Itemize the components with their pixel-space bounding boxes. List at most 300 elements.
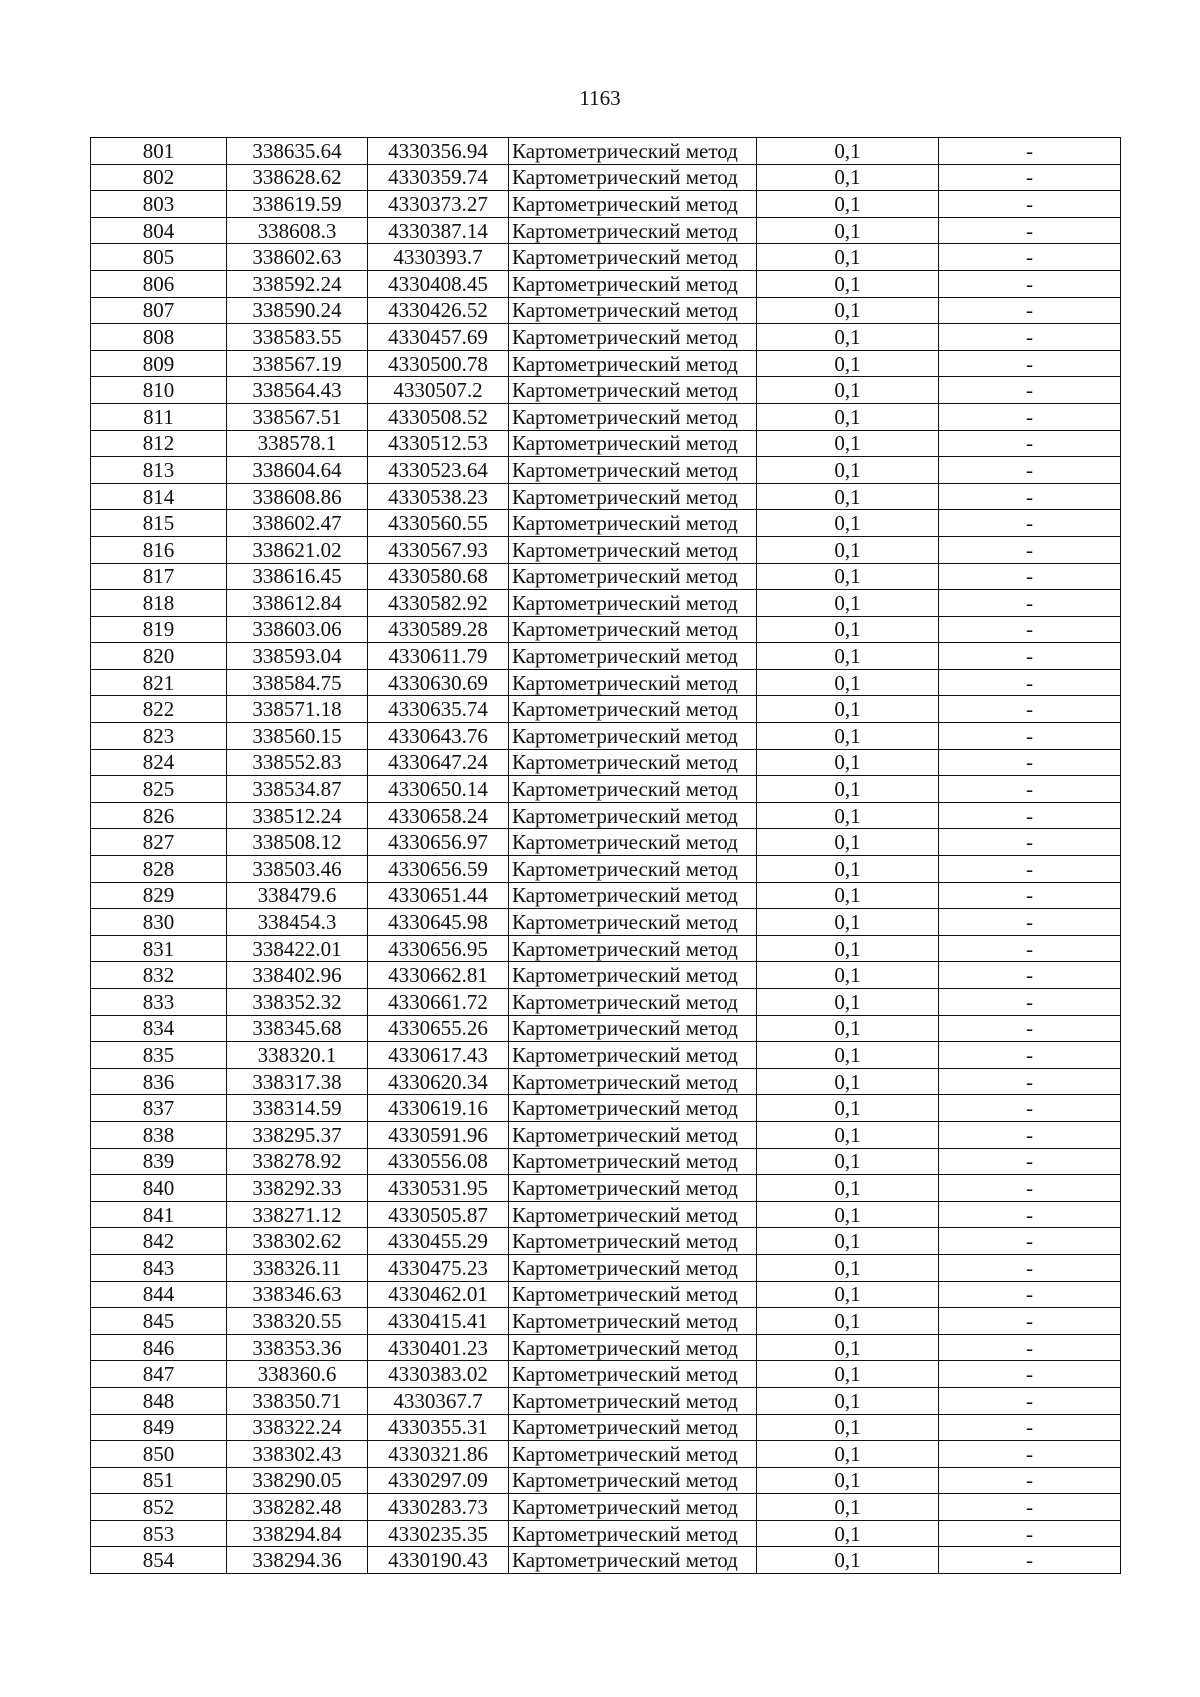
note-cell: - [939, 1281, 1121, 1308]
accuracy-cell: 0,1 [757, 1494, 939, 1521]
y-coordinate-cell: 4330643.76 [368, 723, 509, 750]
note-cell: - [939, 1121, 1121, 1148]
y-coordinate-cell: 4330355.31 [368, 1414, 509, 1441]
x-coordinate-cell: 338602.47 [227, 510, 368, 537]
accuracy-cell: 0,1 [757, 483, 939, 510]
accuracy-cell: 0,1 [757, 829, 939, 856]
point-number-cell: 851 [91, 1467, 227, 1494]
note-cell: - [939, 510, 1121, 537]
method-cell: Картометрический метод [509, 1308, 757, 1335]
method-cell: Картометрический метод [509, 1414, 757, 1441]
table-row [91, 882, 1121, 909]
y-coordinate-cell: 4330611.79 [368, 643, 509, 670]
x-coordinate-cell: 338402.96 [227, 962, 368, 989]
method-cell: Картометрический метод [509, 1042, 757, 1069]
note-cell: - [939, 1441, 1121, 1468]
note-cell: - [939, 1254, 1121, 1281]
table-row [91, 1361, 1121, 1388]
accuracy-cell: 0,1 [757, 882, 939, 909]
x-coordinate-cell: 338628.62 [227, 164, 368, 191]
x-coordinate-cell: 338534.87 [227, 776, 368, 803]
x-coordinate-cell: 338422.01 [227, 935, 368, 962]
x-coordinate-cell: 338326.11 [227, 1254, 368, 1281]
table-row [91, 1334, 1121, 1361]
method-cell: Картометрический метод [509, 563, 757, 590]
x-coordinate-cell: 338353.36 [227, 1334, 368, 1361]
accuracy-cell: 0,1 [757, 1095, 939, 1122]
x-coordinate-cell: 338360.6 [227, 1361, 368, 1388]
y-coordinate-cell: 4330567.93 [368, 536, 509, 563]
note-cell: - [939, 244, 1121, 271]
accuracy-cell: 0,1 [757, 1201, 939, 1228]
table-row [91, 696, 1121, 723]
point-number-cell: 837 [91, 1095, 227, 1122]
y-coordinate-cell: 4330531.95 [368, 1175, 509, 1202]
note-cell: - [939, 1228, 1121, 1255]
point-number-cell: 816 [91, 536, 227, 563]
y-coordinate-cell: 4330523.64 [368, 457, 509, 484]
table-row [91, 1042, 1121, 1069]
y-coordinate-cell: 4330560.55 [368, 510, 509, 537]
note-cell: - [939, 350, 1121, 377]
accuracy-cell: 0,1 [757, 749, 939, 776]
point-number-cell: 806 [91, 270, 227, 297]
accuracy-cell: 0,1 [757, 1042, 939, 1069]
point-number-cell: 822 [91, 696, 227, 723]
table-row [91, 1441, 1121, 1468]
note-cell: - [939, 1068, 1121, 1095]
note-cell: - [939, 669, 1121, 696]
y-coordinate-cell: 4330359.74 [368, 164, 509, 191]
table-row [91, 244, 1121, 271]
point-number-cell: 831 [91, 935, 227, 962]
y-coordinate-cell: 4330475.23 [368, 1254, 509, 1281]
method-cell: Картометрический метод [509, 723, 757, 750]
table-row [91, 802, 1121, 829]
point-number-cell: 828 [91, 856, 227, 883]
method-cell: Картометрический метод [509, 1175, 757, 1202]
table-row [91, 483, 1121, 510]
method-cell: Картометрический метод [509, 1441, 757, 1468]
accuracy-cell: 0,1 [757, 696, 939, 723]
x-coordinate-cell: 338560.15 [227, 723, 368, 750]
accuracy-cell: 0,1 [757, 1387, 939, 1414]
coordinates-table-body [91, 138, 1121, 1574]
y-coordinate-cell: 4330462.01 [368, 1281, 509, 1308]
x-coordinate-cell: 338603.06 [227, 616, 368, 643]
note-cell: - [939, 377, 1121, 404]
x-coordinate-cell: 338290.05 [227, 1467, 368, 1494]
x-coordinate-cell: 338278.92 [227, 1148, 368, 1175]
accuracy-cell: 0,1 [757, 616, 939, 643]
table-row [91, 1201, 1121, 1228]
x-coordinate-cell: 338619.59 [227, 191, 368, 218]
y-coordinate-cell: 4330656.59 [368, 856, 509, 883]
method-cell: Картометрический метод [509, 616, 757, 643]
x-coordinate-cell: 338314.59 [227, 1095, 368, 1122]
accuracy-cell: 0,1 [757, 643, 939, 670]
x-coordinate-cell: 338584.75 [227, 669, 368, 696]
method-cell: Картометрический метод [509, 350, 757, 377]
method-cell: Картометрический метод [509, 430, 757, 457]
point-number-cell: 829 [91, 882, 227, 909]
note-cell: - [939, 1042, 1121, 1069]
y-coordinate-cell: 4330297.09 [368, 1467, 509, 1494]
point-number-cell: 823 [91, 723, 227, 750]
accuracy-cell: 0,1 [757, 403, 939, 430]
y-coordinate-cell: 4330500.78 [368, 350, 509, 377]
y-coordinate-cell: 4330387.14 [368, 217, 509, 244]
accuracy-cell: 0,1 [757, 350, 939, 377]
method-cell: Картометрический метод [509, 1148, 757, 1175]
x-coordinate-cell: 338564.43 [227, 377, 368, 404]
accuracy-cell: 0,1 [757, 1334, 939, 1361]
note-cell: - [939, 723, 1121, 750]
x-coordinate-cell: 338282.48 [227, 1494, 368, 1521]
point-number-cell: 803 [91, 191, 227, 218]
y-coordinate-cell: 4330505.87 [368, 1201, 509, 1228]
y-coordinate-cell: 4330321.86 [368, 1441, 509, 1468]
method-cell: Картометрический метод [509, 989, 757, 1016]
point-number-cell: 847 [91, 1361, 227, 1388]
method-cell: Картометрический метод [509, 297, 757, 324]
note-cell: - [939, 856, 1121, 883]
method-cell: Картометрический метод [509, 191, 757, 218]
accuracy-cell: 0,1 [757, 1441, 939, 1468]
method-cell: Картометрический метод [509, 1121, 757, 1148]
accuracy-cell: 0,1 [757, 935, 939, 962]
table-row [91, 1547, 1121, 1574]
y-coordinate-cell: 4330619.16 [368, 1095, 509, 1122]
y-coordinate-cell: 4330582.92 [368, 590, 509, 617]
note-cell: - [939, 403, 1121, 430]
method-cell: Картометрический метод [509, 483, 757, 510]
point-number-cell: 836 [91, 1068, 227, 1095]
accuracy-cell: 0,1 [757, 1175, 939, 1202]
y-coordinate-cell: 4330635.74 [368, 696, 509, 723]
x-coordinate-cell: 338271.12 [227, 1201, 368, 1228]
point-number-cell: 815 [91, 510, 227, 537]
y-coordinate-cell: 4330661.72 [368, 989, 509, 1016]
note-cell: - [939, 962, 1121, 989]
method-cell: Картометрический метод [509, 1547, 757, 1574]
y-coordinate-cell: 4330591.96 [368, 1121, 509, 1148]
y-coordinate-cell: 4330580.68 [368, 563, 509, 590]
point-number-cell: 817 [91, 563, 227, 590]
y-coordinate-cell: 4330457.69 [368, 324, 509, 351]
point-number-cell: 844 [91, 1281, 227, 1308]
table-row [91, 1068, 1121, 1095]
x-coordinate-cell: 338567.19 [227, 350, 368, 377]
accuracy-cell: 0,1 [757, 1148, 939, 1175]
note-cell: - [939, 776, 1121, 803]
accuracy-cell: 0,1 [757, 1547, 939, 1574]
accuracy-cell: 0,1 [757, 909, 939, 936]
note-cell: - [939, 270, 1121, 297]
method-cell: Картометрический метод [509, 1068, 757, 1095]
x-coordinate-cell: 338350.71 [227, 1387, 368, 1414]
y-coordinate-cell: 4330426.52 [368, 297, 509, 324]
x-coordinate-cell: 338317.38 [227, 1068, 368, 1095]
note-cell: - [939, 1547, 1121, 1574]
x-coordinate-cell: 338345.68 [227, 1015, 368, 1042]
point-number-cell: 838 [91, 1121, 227, 1148]
x-coordinate-cell: 338352.32 [227, 989, 368, 1016]
table-row [91, 297, 1121, 324]
x-coordinate-cell: 338602.63 [227, 244, 368, 271]
y-coordinate-cell: 4330658.24 [368, 802, 509, 829]
y-coordinate-cell: 4330401.23 [368, 1334, 509, 1361]
note-cell: - [939, 829, 1121, 856]
method-cell: Картометрический метод [509, 935, 757, 962]
note-cell: - [939, 536, 1121, 563]
point-number-cell: 807 [91, 297, 227, 324]
table-row [91, 1520, 1121, 1547]
accuracy-cell: 0,1 [757, 1254, 939, 1281]
x-coordinate-cell: 338294.84 [227, 1520, 368, 1547]
x-coordinate-cell: 338302.62 [227, 1228, 368, 1255]
method-cell: Картометрический метод [509, 1015, 757, 1042]
note-cell: - [939, 1467, 1121, 1494]
table-row [91, 776, 1121, 803]
y-coordinate-cell: 4330508.52 [368, 403, 509, 430]
y-coordinate-cell: 4330645.98 [368, 909, 509, 936]
method-cell: Картометрический метод [509, 1334, 757, 1361]
table-row [91, 1414, 1121, 1441]
y-coordinate-cell: 4330655.26 [368, 1015, 509, 1042]
x-coordinate-cell: 338292.33 [227, 1175, 368, 1202]
table-row [91, 1281, 1121, 1308]
accuracy-cell: 0,1 [757, 430, 939, 457]
method-cell: Картометрический метод [509, 1281, 757, 1308]
table-row [91, 510, 1121, 537]
method-cell: Картометрический метод [509, 962, 757, 989]
note-cell: - [939, 1414, 1121, 1441]
x-coordinate-cell: 338593.04 [227, 643, 368, 670]
accuracy-cell: 0,1 [757, 138, 939, 165]
y-coordinate-cell: 4330507.2 [368, 377, 509, 404]
table-row [91, 324, 1121, 351]
point-number-cell: 835 [91, 1042, 227, 1069]
table-row [91, 989, 1121, 1016]
table-row [91, 962, 1121, 989]
table-row [91, 1308, 1121, 1335]
accuracy-cell: 0,1 [757, 1015, 939, 1042]
y-coordinate-cell: 4330415.41 [368, 1308, 509, 1335]
table-row [91, 164, 1121, 191]
x-coordinate-cell: 338552.83 [227, 749, 368, 776]
point-number-cell: 852 [91, 1494, 227, 1521]
method-cell: Картометрический метод [509, 1387, 757, 1414]
y-coordinate-cell: 4330512.53 [368, 430, 509, 457]
table-row [91, 270, 1121, 297]
point-number-cell: 812 [91, 430, 227, 457]
y-coordinate-cell: 4330556.08 [368, 1148, 509, 1175]
table-row [91, 590, 1121, 617]
point-number-cell: 814 [91, 483, 227, 510]
y-coordinate-cell: 4330656.97 [368, 829, 509, 856]
method-cell: Картометрический метод [509, 164, 757, 191]
table-row [91, 536, 1121, 563]
y-coordinate-cell: 4330356.94 [368, 138, 509, 165]
point-number-cell: 833 [91, 989, 227, 1016]
note-cell: - [939, 1095, 1121, 1122]
method-cell: Картометрический метод [509, 1467, 757, 1494]
x-coordinate-cell: 338604.64 [227, 457, 368, 484]
note-cell: - [939, 324, 1121, 351]
y-coordinate-cell: 4330647.24 [368, 749, 509, 776]
accuracy-cell: 0,1 [757, 1414, 939, 1441]
accuracy-cell: 0,1 [757, 1068, 939, 1095]
table-row [91, 1015, 1121, 1042]
x-coordinate-cell: 338592.24 [227, 270, 368, 297]
method-cell: Картометрический метод [509, 270, 757, 297]
y-coordinate-cell: 4330373.27 [368, 191, 509, 218]
point-number-cell: 845 [91, 1308, 227, 1335]
note-cell: - [939, 1520, 1121, 1547]
note-cell: - [939, 563, 1121, 590]
table-row [91, 138, 1121, 165]
note-cell: - [939, 802, 1121, 829]
table-row [91, 563, 1121, 590]
y-coordinate-cell: 4330651.44 [368, 882, 509, 909]
note-cell: - [939, 1361, 1121, 1388]
x-coordinate-cell: 338508.12 [227, 829, 368, 856]
method-cell: Картометрический метод [509, 590, 757, 617]
point-number-cell: 820 [91, 643, 227, 670]
method-cell: Картометрический метод [509, 829, 757, 856]
point-number-cell: 839 [91, 1148, 227, 1175]
accuracy-cell: 0,1 [757, 776, 939, 803]
table-row [91, 377, 1121, 404]
note-cell: - [939, 696, 1121, 723]
method-cell: Картометрический метод [509, 1228, 757, 1255]
note-cell: - [939, 989, 1121, 1016]
table-row [91, 1228, 1121, 1255]
table-row [91, 403, 1121, 430]
note-cell: - [939, 164, 1121, 191]
method-cell: Картометрический метод [509, 1254, 757, 1281]
table-row [91, 1121, 1121, 1148]
accuracy-cell: 0,1 [757, 590, 939, 617]
y-coordinate-cell: 4330650.14 [368, 776, 509, 803]
accuracy-cell: 0,1 [757, 457, 939, 484]
accuracy-cell: 0,1 [757, 217, 939, 244]
x-coordinate-cell: 338578.1 [227, 430, 368, 457]
y-coordinate-cell: 4330393.7 [368, 244, 509, 271]
x-coordinate-cell: 338635.64 [227, 138, 368, 165]
x-coordinate-cell: 338512.24 [227, 802, 368, 829]
accuracy-cell: 0,1 [757, 377, 939, 404]
y-coordinate-cell: 4330620.34 [368, 1068, 509, 1095]
note-cell: - [939, 483, 1121, 510]
point-number-cell: 832 [91, 962, 227, 989]
point-number-cell: 805 [91, 244, 227, 271]
note-cell: - [939, 882, 1121, 909]
method-cell: Картометрический метод [509, 244, 757, 271]
method-cell: Картометрический метод [509, 1494, 757, 1521]
note-cell: - [939, 457, 1121, 484]
table-row [91, 829, 1121, 856]
y-coordinate-cell: 4330235.35 [368, 1520, 509, 1547]
accuracy-cell: 0,1 [757, 164, 939, 191]
accuracy-cell: 0,1 [757, 510, 939, 537]
x-coordinate-cell: 338302.43 [227, 1441, 368, 1468]
table-row [91, 723, 1121, 750]
x-coordinate-cell: 338322.24 [227, 1414, 368, 1441]
note-cell: - [939, 138, 1121, 165]
point-number-cell: 809 [91, 350, 227, 377]
y-coordinate-cell: 4330383.02 [368, 1361, 509, 1388]
table-row [91, 1467, 1121, 1494]
point-number-cell: 813 [91, 457, 227, 484]
table-row [91, 1148, 1121, 1175]
accuracy-cell: 0,1 [757, 1361, 939, 1388]
method-cell: Картометрический метод [509, 1095, 757, 1122]
accuracy-cell: 0,1 [757, 962, 939, 989]
x-coordinate-cell: 338590.24 [227, 297, 368, 324]
note-cell: - [939, 643, 1121, 670]
method-cell: Картометрический метод [509, 324, 757, 351]
table-row [91, 430, 1121, 457]
table-row [91, 1494, 1121, 1521]
accuracy-cell: 0,1 [757, 324, 939, 351]
table-row [91, 1175, 1121, 1202]
method-cell: Картометрический метод [509, 856, 757, 883]
note-cell: - [939, 590, 1121, 617]
x-coordinate-cell: 338616.45 [227, 563, 368, 590]
point-number-cell: 827 [91, 829, 227, 856]
table-row [91, 217, 1121, 244]
x-coordinate-cell: 338294.36 [227, 1547, 368, 1574]
method-cell: Картометрический метод [509, 457, 757, 484]
y-coordinate-cell: 4330190.43 [368, 1547, 509, 1574]
accuracy-cell: 0,1 [757, 856, 939, 883]
accuracy-cell: 0,1 [757, 536, 939, 563]
method-cell: Картометрический метод [509, 669, 757, 696]
point-number-cell: 824 [91, 749, 227, 776]
accuracy-cell: 0,1 [757, 1467, 939, 1494]
x-coordinate-cell: 338295.37 [227, 1121, 368, 1148]
point-number-cell: 808 [91, 324, 227, 351]
note-cell: - [939, 1148, 1121, 1175]
table-row [91, 1254, 1121, 1281]
method-cell: Картометрический метод [509, 776, 757, 803]
method-cell: Картометрический метод [509, 882, 757, 909]
point-number-cell: 843 [91, 1254, 227, 1281]
point-number-cell: 830 [91, 909, 227, 936]
point-number-cell: 818 [91, 590, 227, 617]
x-coordinate-cell: 338320.55 [227, 1308, 368, 1335]
page-number: 1163 [579, 86, 621, 110]
x-coordinate-cell: 338612.84 [227, 590, 368, 617]
accuracy-cell: 0,1 [757, 802, 939, 829]
method-cell: Картометрический метод [509, 1361, 757, 1388]
point-number-cell: 849 [91, 1414, 227, 1441]
method-cell: Картометрический метод [509, 377, 757, 404]
point-number-cell: 840 [91, 1175, 227, 1202]
table-row [91, 669, 1121, 696]
method-cell: Картометрический метод [509, 1201, 757, 1228]
accuracy-cell: 0,1 [757, 191, 939, 218]
method-cell: Картометрический метод [509, 138, 757, 165]
y-coordinate-cell: 4330630.69 [368, 669, 509, 696]
table-row [91, 909, 1121, 936]
y-coordinate-cell: 4330656.95 [368, 935, 509, 962]
point-number-cell: 841 [91, 1201, 227, 1228]
point-number-cell: 826 [91, 802, 227, 829]
accuracy-cell: 0,1 [757, 270, 939, 297]
